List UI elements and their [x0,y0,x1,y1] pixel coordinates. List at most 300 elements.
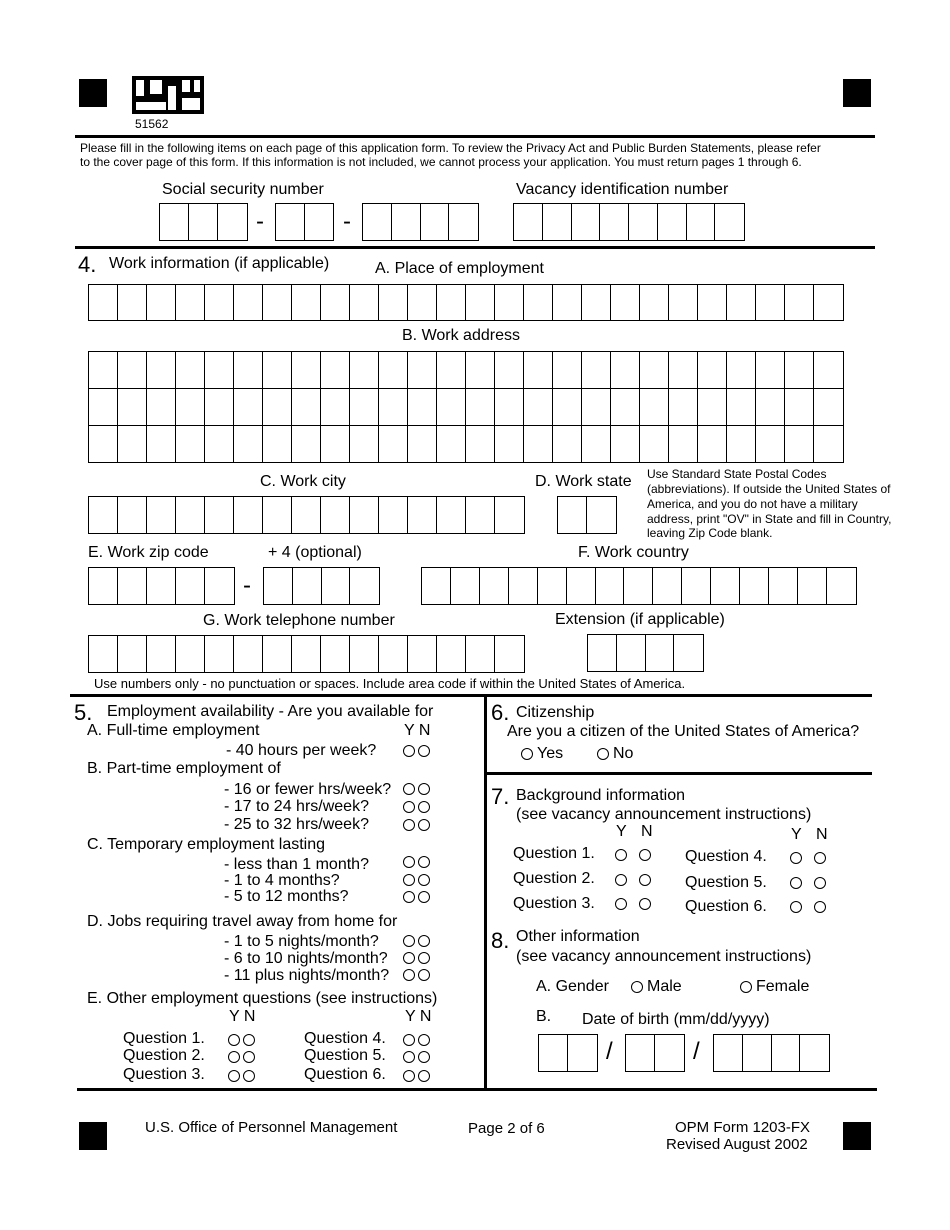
travel-1-no-radio[interactable] [418,935,430,947]
char-cell[interactable] [640,426,669,462]
citizenship-no-option[interactable] [597,745,633,763]
dob-day-field[interactable] [625,1034,685,1072]
gender-female-option[interactable] [740,978,809,996]
char-cell[interactable] [176,497,205,533]
char-cell[interactable] [785,285,814,320]
ssn-label: Social security number [162,181,324,198]
part-time-25-label: - 25 to 32 hrs/week? [224,816,369,833]
registration-mark-bottom-left [79,1122,107,1150]
char-cell[interactable] [205,389,234,425]
ssn-serial-field[interactable] [362,203,479,241]
full-time-label: A. Full-time employment [87,722,260,739]
temporary-1-yes-radio[interactable] [403,856,415,868]
char-cell[interactable] [524,352,553,388]
char-cell[interactable] [379,426,408,462]
dob-slash-1: / [606,1038,613,1065]
section4-rule [75,246,875,249]
char-cell[interactable] [524,285,553,320]
char-cell[interactable] [89,636,118,672]
char-cell[interactable] [582,426,611,462]
footer-page-current: 2 [507,1120,516,1137]
section7-number: 7. [491,784,510,809]
char-cell[interactable] [263,352,292,388]
citizenship-yes-option[interactable] [521,745,563,763]
gender-label: A. Gender [536,978,609,995]
work-state-field[interactable] [557,496,617,534]
char-cell[interactable] [234,285,263,320]
char-cell[interactable] [234,426,263,462]
dob-year-field[interactable] [713,1034,830,1072]
char-cell[interactable] [292,426,321,462]
char-cell[interactable] [466,389,495,425]
char-cell[interactable] [408,636,437,672]
s7-question-5-yes-radio[interactable] [790,877,802,889]
char-cell[interactable] [538,568,567,604]
char-cell[interactable] [89,497,118,533]
travel-3-label: - 11 plus nights/month? [224,967,390,984]
char-cell[interactable] [611,285,640,320]
char-cell[interactable] [509,568,538,604]
part-time-16-yes-radio[interactable] [403,783,415,795]
registration-mark-top-left [79,79,107,107]
s5-question-3-no-radio[interactable] [243,1070,255,1082]
work-address-line-3[interactable] [88,425,844,463]
char-cell[interactable] [292,389,321,425]
footer-page [468,1120,545,1137]
char-cell[interactable] [437,636,466,672]
travel-label: D. Jobs requiring travel away from home for [87,913,398,930]
temporary-2-yes-radio[interactable] [403,874,415,886]
char-cell[interactable] [617,635,646,671]
char-cell[interactable] [350,636,379,672]
s7-question-5-options [790,877,826,889]
char-cell[interactable] [727,426,756,462]
char-cell[interactable] [698,426,727,462]
char-cell[interactable] [408,497,437,533]
char-cell[interactable] [582,389,611,425]
char-cell[interactable] [785,352,814,388]
s5-question-6-yes-radio[interactable] [403,1070,415,1082]
char-cell[interactable] [147,352,176,388]
char-cell[interactable] [379,497,408,533]
work-country-field[interactable] [421,567,857,605]
char-cell[interactable] [118,636,147,672]
char-cell[interactable] [495,636,524,672]
section5-rule [70,694,872,697]
citizenship-no-radio[interactable] [597,748,609,760]
temporary-label: C. Temporary employment lasting [87,836,326,853]
char-cell[interactable] [321,389,350,425]
part-time-16-no-radio[interactable] [418,783,430,795]
char-cell[interactable] [495,389,524,425]
char-cell[interactable] [205,497,234,533]
char-cell[interactable] [646,635,675,671]
citizenship-yes-label: Yes [537,745,564,762]
char-cell[interactable] [785,426,814,462]
section5-title: Employment availability - Are you available for [107,703,434,720]
char-cell[interactable] [263,636,292,672]
char-cell[interactable] [674,635,703,671]
char-cell[interactable] [682,568,711,604]
registration-mark-bottom-right [843,1122,871,1150]
char-cell[interactable] [176,285,205,320]
char-cell[interactable] [321,285,350,320]
s7-question-6-no-radio[interactable] [814,901,826,913]
char-cell[interactable] [466,426,495,462]
char-cell[interactable] [118,568,147,604]
char-cell[interactable] [234,352,263,388]
char-cell[interactable] [321,352,350,388]
char-cell[interactable] [588,635,617,671]
work-state-label: D. Work state [535,473,632,490]
char-cell[interactable] [89,352,118,388]
char-cell[interactable] [437,497,466,533]
char-cell[interactable] [466,636,495,672]
s7-question-3-no-radio[interactable] [639,898,651,910]
place-of-employment-label: A. Place of employment [375,260,544,277]
char-cell[interactable] [408,389,437,425]
char-cell[interactable] [756,389,785,425]
part-time-16-label: - 16 or fewer hrs/week? [224,781,392,798]
char-cell[interactable] [263,285,292,320]
char-cell[interactable] [611,352,640,388]
s5-question-2-options [228,1051,255,1063]
char-cell[interactable] [740,568,769,604]
char-cell[interactable] [292,352,321,388]
column-divider [484,694,487,1090]
char-cell[interactable] [321,426,350,462]
char-cell[interactable] [495,426,524,462]
char-cell[interactable] [147,568,176,604]
citizenship-no-label: No [613,745,634,762]
char-cell[interactable] [118,285,147,320]
full-time-40-options [403,745,430,757]
work-address-line-1[interactable] [88,351,844,389]
full-time-40-no-radio[interactable] [418,745,430,757]
temporary-2-no-radio[interactable] [418,874,430,886]
char-cell[interactable] [118,352,147,388]
dob-month-field[interactable] [538,1034,598,1072]
registration-mark-top-right [843,79,871,107]
s5-question-1-label: Question 1. [123,1030,205,1047]
char-cell[interactable] [814,352,843,388]
char-cell[interactable] [567,568,596,604]
s5-question-5-yes-radio[interactable] [403,1051,415,1063]
char-cell[interactable] [756,426,785,462]
char-cell[interactable] [611,389,640,425]
char-cell[interactable] [669,426,698,462]
s7-question-6-options [790,901,826,913]
char-cell[interactable] [263,426,292,462]
section7-rule [486,772,872,775]
travel-2-options [403,952,430,964]
char-cell[interactable] [176,352,205,388]
char-cell[interactable] [176,636,205,672]
travel-3-no-radio[interactable] [418,969,430,981]
char-cell[interactable] [640,389,669,425]
s7-question-3-yes-radio[interactable] [615,898,627,910]
other-employment-label: E. Other employment questions (see instructions) [87,990,438,1007]
char-cell[interactable] [321,497,350,533]
s5-question-6-label: Question 6. [304,1066,386,1083]
s7-question-1-no-radio[interactable] [639,849,651,861]
temporary-3-yes-radio[interactable] [403,891,415,903]
char-cell[interactable] [827,568,856,604]
temporary-1-no-radio[interactable] [418,856,430,868]
char-cell[interactable] [727,389,756,425]
s5-question-2-yes-radio[interactable] [228,1051,240,1063]
ssn-group-field[interactable] [275,203,334,241]
footer-page-of: of 6 [519,1120,545,1137]
s5-question-1-yes-radio[interactable] [228,1034,240,1046]
state-note-1: Use Standard State Postal Codes [647,467,827,481]
char-cell[interactable] [524,426,553,462]
char-cell[interactable] [553,426,582,462]
section8-title: Other information [516,928,640,945]
char-cell[interactable] [89,568,118,604]
char-cell[interactable] [422,568,451,604]
s7-question-1-yes-radio[interactable] [615,849,627,861]
gender-male-option[interactable] [631,978,682,996]
place-of-employment-field[interactable] [88,284,844,321]
char-cell[interactable] [451,568,480,604]
char-cell[interactable] [698,352,727,388]
char-cell[interactable] [769,568,798,604]
char-cell[interactable] [350,426,379,462]
work-address-line-2[interactable] [88,388,844,426]
s5-question-2-label: Question 2. [123,1047,205,1064]
char-cell[interactable] [814,389,843,425]
char-cell[interactable] [147,285,176,320]
s7-question-2-yes-radio[interactable] [615,874,627,886]
char-cell[interactable] [321,636,350,672]
char-cell[interactable] [147,636,176,672]
s7-question-6-label: Question 6. [685,898,767,915]
char-cell[interactable] [408,285,437,320]
form-barcode-icon [132,76,204,114]
footer-agency: U.S. Office of Personnel Management [145,1119,398,1136]
s5-question-3-label: Question 3. [123,1066,205,1083]
char-cell[interactable] [653,568,682,604]
char-cell[interactable] [669,389,698,425]
char-cell[interactable] [292,497,321,533]
temporary-3-no-radio[interactable] [418,891,430,903]
char-cell[interactable] [89,285,118,320]
char-cell[interactable] [466,352,495,388]
gender-female-radio[interactable] [740,981,752,993]
char-cell[interactable] [437,426,466,462]
dob-slash-2: / [693,1038,700,1065]
char-cell[interactable] [147,497,176,533]
part-time-25-no-radio[interactable] [418,819,430,831]
s7-question-6-yes-radio[interactable] [790,901,802,913]
work-telephone-field[interactable] [88,635,525,673]
zip-code-label: E. Work zip code [88,544,209,561]
work-telephone-label: G. Work telephone number [203,612,395,629]
travel-2-no-radio[interactable] [418,952,430,964]
char-cell[interactable] [263,497,292,533]
char-cell[interactable] [118,389,147,425]
full-time-40-yes-radio[interactable] [403,745,415,757]
char-cell[interactable] [785,389,814,425]
citizenship-yes-radio[interactable] [521,748,533,760]
s7-question-4-yes-radio[interactable] [790,852,802,864]
char-cell[interactable] [495,352,524,388]
char-cell[interactable] [205,285,234,320]
s5-question-4-no-radio[interactable] [418,1034,430,1046]
char-cell[interactable] [611,426,640,462]
zip-code-field[interactable] [88,567,235,605]
char-cell[interactable] [437,285,466,320]
char-cell[interactable] [176,568,205,604]
s5-question-6-no-radio[interactable] [418,1070,430,1082]
char-cell[interactable] [480,568,509,604]
char-cell[interactable] [118,497,147,533]
char-cell[interactable] [698,285,727,320]
s7-question-2-options [615,874,651,886]
char-cell[interactable] [553,285,582,320]
s7-question-4-no-radio[interactable] [814,852,826,864]
char-cell[interactable] [466,285,495,320]
char-cell[interactable] [350,389,379,425]
work-city-field[interactable] [88,496,525,534]
header-rule [75,135,875,138]
part-time-17-yes-radio[interactable] [403,801,415,813]
char-cell[interactable] [669,285,698,320]
vacancy-label: Vacancy identification number [516,181,729,198]
char-cell[interactable] [640,352,669,388]
form-code: 51562 [135,117,169,131]
s5-question-3-yes-radio[interactable] [228,1070,240,1082]
char-cell[interactable] [553,352,582,388]
char-cell[interactable] [582,352,611,388]
work-city-label: C. Work city [260,473,346,490]
char-cell[interactable] [263,389,292,425]
char-cell[interactable] [293,568,322,604]
char-cell[interactable] [553,389,582,425]
footer-revised: Revised August 2002 [666,1136,808,1153]
char-cell[interactable] [350,568,379,604]
char-cell[interactable] [350,285,379,320]
ssn-dash-2: - [343,208,351,235]
char-cell[interactable] [756,285,785,320]
char-cell[interactable] [437,352,466,388]
char-cell[interactable] [147,389,176,425]
char-cell[interactable] [322,568,351,604]
section7-subtitle: (see vacancy announcement instructions) [516,806,812,823]
char-cell[interactable] [408,352,437,388]
char-cell[interactable] [640,285,669,320]
travel-2-yes-radio[interactable] [403,952,415,964]
char-cell[interactable] [711,568,740,604]
char-cell[interactable] [205,568,234,604]
char-cell[interactable] [379,636,408,672]
state-note-4: address, print "OV" in State and fill in Country, [647,512,892,526]
ssn-area-field[interactable] [159,203,248,241]
char-cell[interactable] [669,352,698,388]
work-country-label: F. Work country [578,544,689,561]
zip-dash: - [243,572,251,599]
char-cell[interactable] [234,497,263,533]
char-cell[interactable] [698,389,727,425]
phone-note: Use numbers only - no punctuation or spaces. Include area code if within the United States of America. [94,676,686,691]
zip-plus4-field[interactable] [263,567,380,605]
travel-3-options [403,969,430,981]
s5-question-1-no-radio[interactable] [243,1034,255,1046]
section4-number: 4. [78,252,97,277]
char-cell[interactable] [727,285,756,320]
part-time-25-yes-radio[interactable] [403,819,415,831]
s7-question-5-no-radio[interactable] [814,877,826,889]
char-cell[interactable] [408,426,437,462]
char-cell[interactable] [466,497,495,533]
part-time-17-no-radio[interactable] [418,801,430,813]
gender-male-radio[interactable] [631,981,643,993]
char-cell[interactable] [350,352,379,388]
travel-1-yes-radio[interactable] [403,935,415,947]
char-cell[interactable] [176,389,205,425]
char-cell[interactable] [437,389,466,425]
temporary-2-label: - 1 to 4 months? [224,872,340,889]
char-cell[interactable] [756,352,785,388]
char-cell[interactable] [89,389,118,425]
char-cell[interactable] [205,636,234,672]
char-cell[interactable] [264,568,293,604]
char-cell[interactable] [814,285,843,320]
char-cell[interactable] [379,352,408,388]
s5-question-3-options [228,1070,255,1082]
section8-number: 8. [491,928,510,953]
char-cell[interactable] [379,285,408,320]
s5-question-4-yes-radio[interactable] [403,1034,415,1046]
intro-line-1: Please fill in the following items on each page of this application form. To review the Privacy Act and Public Burden Statements, please refer [80,141,821,155]
char-cell[interactable] [524,389,553,425]
char-cell[interactable] [205,426,234,462]
char-cell[interactable] [798,568,827,604]
char-cell[interactable] [205,352,234,388]
char-cell[interactable] [118,426,147,462]
char-cell[interactable] [89,426,118,462]
s7-question-2-no-radio[interactable] [639,874,651,886]
section7-title: Background information [516,787,685,804]
char-cell[interactable] [495,497,524,533]
char-cell[interactable] [147,426,176,462]
char-cell[interactable] [350,497,379,533]
char-cell[interactable] [596,568,625,604]
section4-title: Work information (if applicable) [109,255,330,272]
char-cell[interactable] [624,568,653,604]
char-cell[interactable] [582,285,611,320]
char-cell[interactable] [379,389,408,425]
char-cell[interactable] [176,426,205,462]
state-note-2: (abbreviations). If outside the United States of [647,482,891,496]
char-cell[interactable] [495,285,524,320]
char-cell[interactable] [234,636,263,672]
travel-3-yes-radio[interactable] [403,969,415,981]
citizenship-question: Are you a citizen of the United States of America? [507,723,860,740]
char-cell[interactable] [727,352,756,388]
extension-field[interactable] [587,634,704,672]
char-cell[interactable] [292,285,321,320]
s7-n-left: N [641,823,653,840]
s5-question-5-no-radio[interactable] [418,1051,430,1063]
s5-question-2-no-radio[interactable] [243,1051,255,1063]
s7-question-1-options [615,849,651,861]
char-cell[interactable] [292,636,321,672]
char-cell[interactable] [814,426,843,462]
vacancy-id-field[interactable] [513,203,745,241]
char-cell[interactable] [234,389,263,425]
